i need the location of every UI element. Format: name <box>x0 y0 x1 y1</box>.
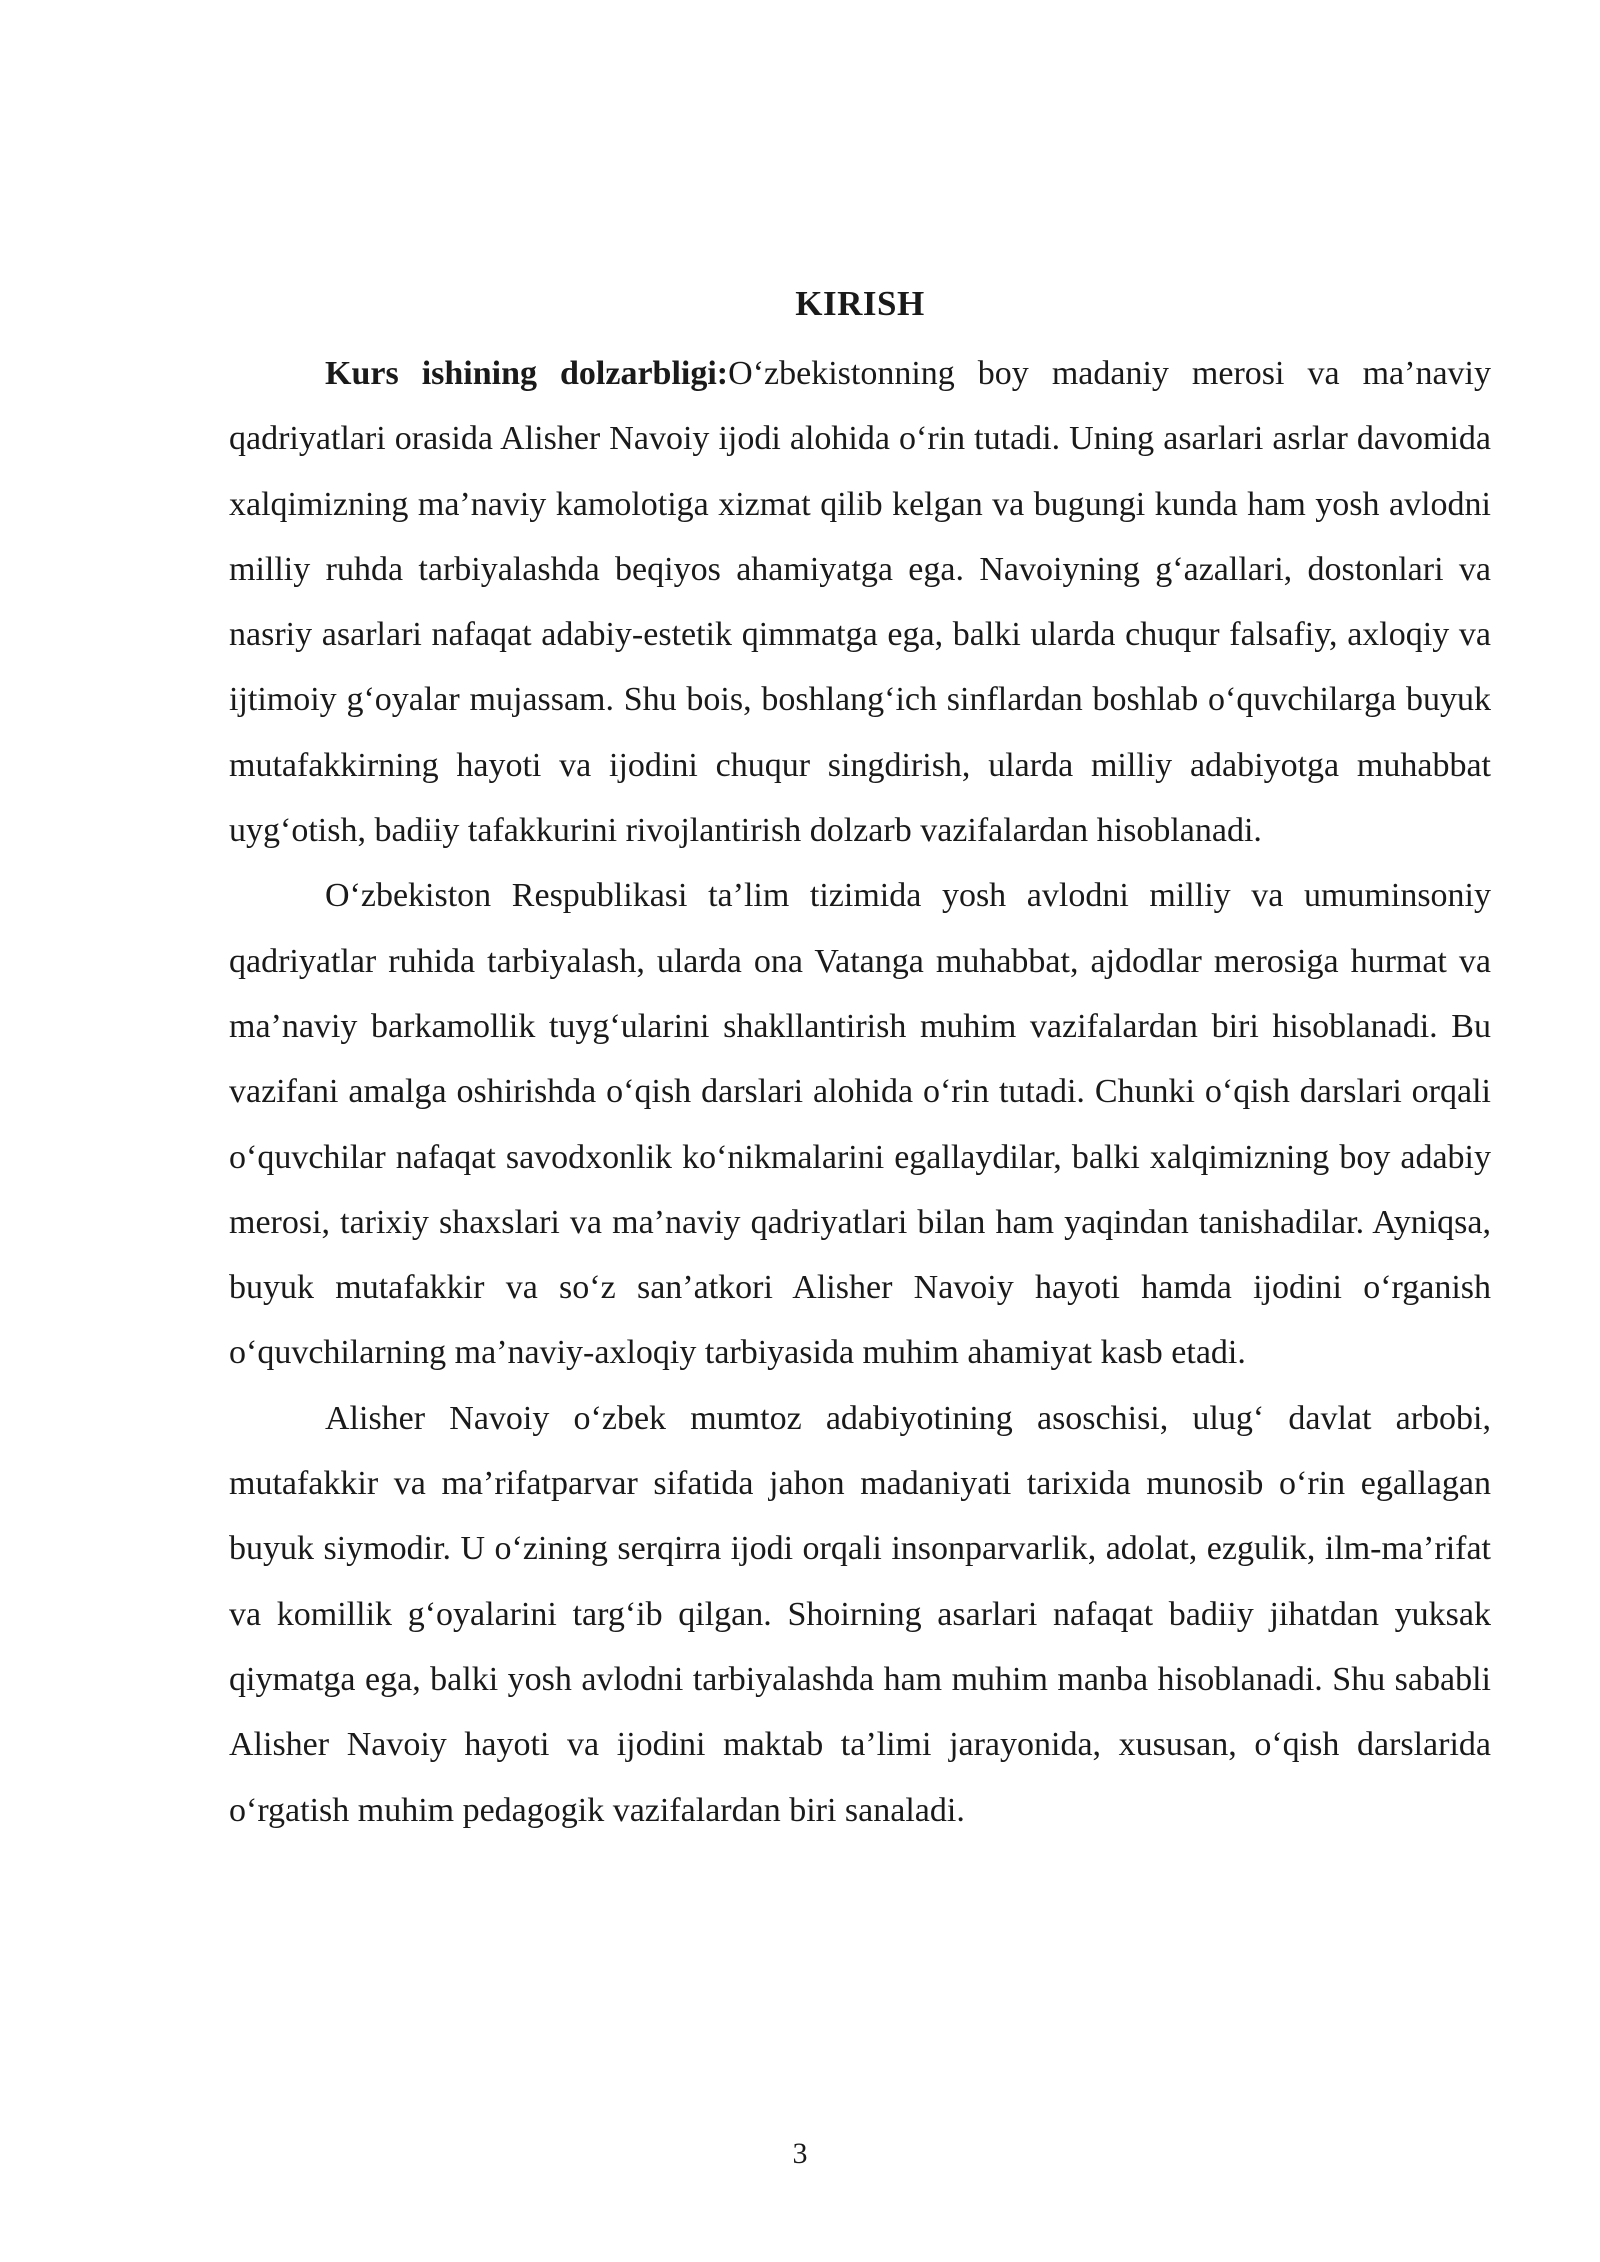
section-heading: KIRISH <box>795 284 925 323</box>
paragraph-relevance <box>229 341 1491 863</box>
page-number: 3 <box>792 2137 808 2170</box>
paragraph-education-system <box>229 863 1491 1385</box>
paragraph-navoiy <box>229 1386 1491 1843</box>
paragraph-text: Alisher Navoiy o‘zbek mumtoz adabiyotining asoschisi, ulug‘ davlat arbobi, mutafakkir va ma’rifatparvar sifatida jahon madaniyati tarixida munosib o‘rin egallagan buyuk siymodir. U o‘zining serqirra ijodi orqali insonparvarlik, adolat, ezgulik, ilm-ma’rifat va komillik g‘oyalarini targ‘ib qilgan. Shoirning asarlari nafaqat badiiy jihatdan yuksak qiymatga ega, balki yosh avlodni tarbiyalashda ham muhim manba hisoblanadi. Shu sababli Alisher Navoiy hayoti va ijodini maktab ta’limi jarayonida, xususan, o‘qish darslarida o‘rgatish muhim pedagogik vazifalardan biri sanaladi. <box>229 1399 1491 1829</box>
document-page <box>229 276 1491 1843</box>
paragraph-lead: Kurs ishining dolzarbligi: <box>325 355 729 392</box>
paragraph-text: O‘zbekistonning boy madaniy merosi va ma’naviy qadriyatlari orasida Alisher Navoiy ijodi alohida o‘rin tutadi. Uning asarlari asrlar davomida xalqimizning ma’naviy kamolotiga xizmat qilib kelgan va bugungi kunda ham yosh avlodni milliy ruhda tarbiyalashda beqiyos ahamiyatga ega. Navoiyning g‘azallari, dostonlari va nasriy asarlari nafaqat adabiy-estetik qimmatga ega, balki ularda chuqur falsafiy, axloqiy va ijtimoiy g‘oyalar mujassam. Shu bois, boshlang‘ich sinflardan boshlab o‘quvchilarga buyuk mutafakkirning hayoti va ijodini chuqur singdirish, ularda milliy adabiyotga muhabbat uyg‘otish, badiiy tafakkurini rivojlantirish dolzarb vazifalardan hisoblanadi. <box>229 355 1491 850</box>
paragraph-text: O‘zbekiston Respublikasi ta’lim tizimida yosh avlodni milliy va umuminsoniy qadriyatlar ruhida tarbiyalash, ularda ona Vatanga muhabbat, ajdodlar merosiga hurmat va ma’naviy barkamollik tuyg‘ularini shakllantirish muhim vazifalardan biri hisoblanadi. Bu vazifani amalga oshirishda o‘qish darslari alohida o‘rin tutadi. Chunki o‘qish darslari orqali o‘quvchilar nafaqat savodxonlik ko‘nikmalarini egallaydilar, balki xalqimizning boy adabiy merosi, tarixiy shaxslari va ma’naviy qadriyatlari bilan ham yaqindan tanishadilar. Ayniqsa, buyuk mutafakkir va so‘z san’atkori Alisher Navoiy hayoti hamda ijodini o‘rganish o‘quvchilarning ma’naviy-axloqiy tarbiyasida muhim ahamiyat kasb etadi. <box>229 877 1491 1372</box>
